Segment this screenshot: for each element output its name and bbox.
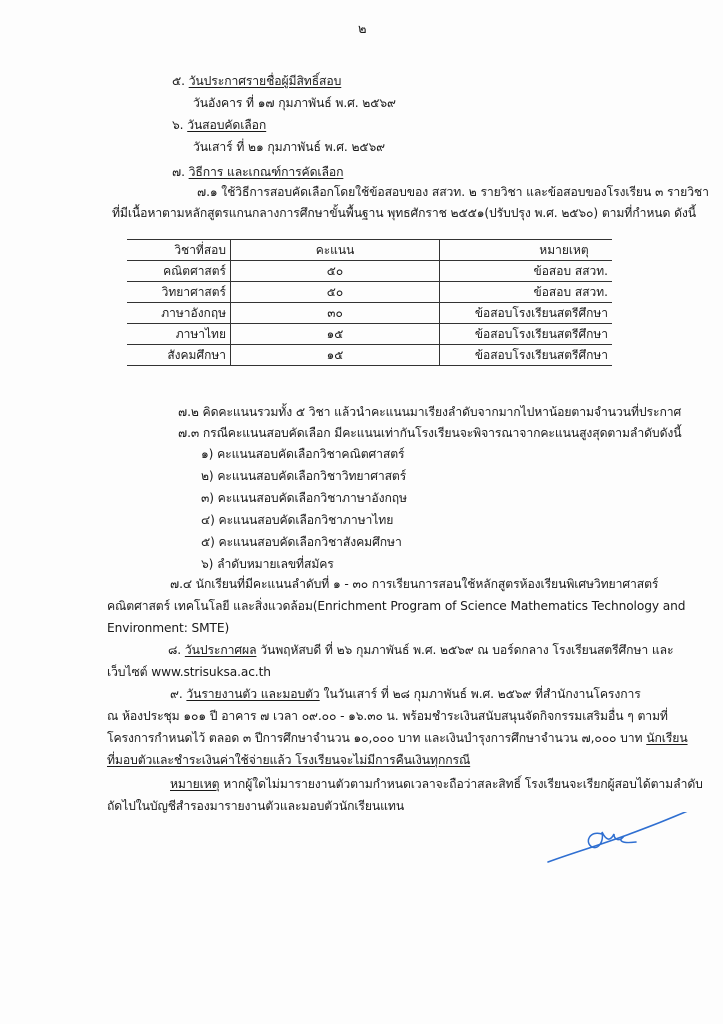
section-9-title: วันรายงานตัว และมอบตัว (186, 687, 320, 701)
section-7-4-line-1: ๗.๔ นักเรียนที่มีคะแนนลำดับที่ ๑ - ๓๐ การเรียนการสอนใช้หลักสูตรห้องเรียนพิเศษวิทยาศาสตร์ (170, 577, 659, 591)
note-label: หมายเหตุ (170, 777, 220, 791)
tiebreak-item: ๑) คะแนนสอบคัดเลือกวิชาคณิตศาสตร์ (201, 447, 405, 461)
tiebreak-item: ๕) คะแนนสอบคัดเลือกวิชาสังคมศึกษา (201, 535, 402, 549)
note-line-1 (170, 776, 703, 792)
section-9-fees: โครงการกำหนดไว้ ตลอด ๓ ปีการศึกษาจำนวน ๑๐,๐๐๐ บาท และเงินบำรุงการศึกษาจำนวน ๗,๐๐๐ บาท (107, 731, 647, 745)
section-7-1-line-2: ที่มีเนื้อหาตามหลักสูตรแกนกลางการศึกษาขั้นพื้นฐาน พุทธศักราช ๒๕๕๑(ปรับปรุง พ.ศ. ๒๕๖๐) ตามที่กำหนด ดังนี้ (112, 206, 697, 220)
cell-subject: สังคมศึกษา (127, 345, 231, 366)
section-7-3: ๗.๓ กรณีคะแนนสอบคัดเลือก มีคะแนนเท่ากันโรงเรียนจะพิจารณาจากคะแนนสูงสุดตามลำดับดังนี้ (178, 426, 682, 440)
section-9-detail: ในวันเสาร์ ที่ ๒๘ กุมภาพันธ์ พ.ศ. ๒๕๖๙ ที่สำนักงานโครงการ (323, 687, 641, 701)
table-row (127, 303, 612, 324)
table-row (127, 282, 612, 303)
section-7-title: วิธีการ และเกณฑ์การคัดเลือก (188, 165, 344, 179)
section-9-line-2: ณ ห้องประชุม ๑๐๑ ปี อาคาร ๗ เวลา ๐๙.๐๐ - ๑๖.๓๐ น. พร้อมชำระเงินสนับสนุนจัดกิจกรรมเสริมอื่น ๆ ตามที่ (107, 709, 668, 723)
section-6-title: วันสอบคัดเลือก (187, 118, 267, 132)
cell-score: ๕๐ (231, 261, 440, 282)
section-8-line-1 (168, 642, 674, 658)
cell-remark: ข้อสอบ สสวท. (440, 282, 613, 303)
section-8-line-2: เว็บไซต์ www.strisuksa.ac.th (107, 665, 271, 679)
section-7-1-line-1: ๗.๑ ใช้วิธีการสอบคัดเลือกโดยใช้ข้อสอบของ สสวท. ๒ รายวิชา และข้อสอบของโรงเรียน ๓ รายวิชา (197, 185, 709, 199)
section-7-4-line-3: Environment: SMTE) (107, 621, 230, 635)
tiebreak-item: ๔) คะแนนสอบคัดเลือกวิชาภาษาไทย (201, 513, 394, 527)
signature (540, 812, 700, 872)
section-5-detail: วันอังคาร ที่ ๑๗ กุมภาพันธ์ พ.ศ. ๒๕๖๙ (193, 96, 396, 110)
section-6-number: ๖. (172, 118, 184, 132)
cell-remark: ข้อสอบ สสวท. (440, 261, 613, 282)
section-8-number: ๘. (168, 643, 182, 657)
cell-remark: ข้อสอบโรงเรียนสตรีศึกษา (440, 345, 613, 366)
header-remark: หมายเหตุ (440, 240, 613, 261)
cell-subject: ภาษาไทย (127, 324, 231, 345)
note-text: หากผู้ใดไม่มารายงานตัวตามกำหนดเวลาจะถือว่าสละสิทธิ์ โรงเรียนจะเรียกผู้สอบได้ตามลำดับ (219, 777, 703, 791)
cell-score: ๑๕ (231, 345, 440, 366)
tiebreak-item: ๒) คะแนนสอบคัดเลือกวิชาวิทยาศาสตร์ (201, 469, 407, 483)
note-line-2: ถัดไปในบัญชีสำรองมารายงานตัวและมอบตัวนักเรียนแทน (107, 799, 405, 813)
page-number: ๒ (358, 22, 367, 37)
cell-score: ๓๐ (231, 303, 440, 324)
header-score: คะแนน (231, 240, 440, 261)
section-9-number: ๙. (170, 687, 183, 701)
section-6-detail: วันเสาร์ ที่ ๒๑ กุมภาพันธ์ พ.ศ. ๒๕๖๙ (193, 140, 385, 154)
cell-subject: ภาษาอังกฤษ (127, 303, 231, 324)
section-9-no-refund-start: นักเรียน (646, 731, 688, 745)
exam-subjects-table (127, 239, 612, 366)
section-9-line-3 (107, 730, 688, 746)
section-7-2: ๗.๒ คิดคะแนนรวมทั้ง ๕ วิชา แล้วนำคะแนนมาเรียงลำดับจากมากไปหาน้อยตามจำนวนที่ประกาศ (178, 405, 682, 419)
section-9-line-1 (170, 686, 641, 702)
section-8-title: วันประกาศผล (184, 643, 257, 657)
table-header-row (127, 240, 612, 261)
section-6-heading (172, 117, 266, 133)
tiebreak-item: ๓) คะแนนสอบคัดเลือกวิชาภาษาอังกฤษ (201, 491, 407, 505)
table-row (127, 324, 612, 345)
header-subject: วิชาที่สอบ (127, 240, 231, 261)
section-5-number: ๕. (172, 74, 185, 88)
cell-remark: ข้อสอบโรงเรียนสตรีศึกษา (440, 324, 613, 345)
cell-subject: คณิตศาสตร์ (127, 261, 231, 282)
cell-score: ๕๐ (231, 282, 440, 303)
cell-score: ๑๕ (231, 324, 440, 345)
section-5-heading (172, 73, 341, 89)
tiebreak-item: ๖) ลำดับหมายเลขที่สมัคร (201, 557, 334, 571)
table-row (127, 261, 612, 282)
section-7-4-line-2: คณิตศาสตร์ เทคโนโลยี และสิ่งแวดล้อม(Enrichment Program of Science Mathematics Technology and (107, 599, 686, 613)
table-row (127, 345, 612, 366)
section-5-title: วันประกาศรายชื่อผู้มีสิทธิ์สอบ (188, 74, 342, 88)
signature-stroke (548, 812, 690, 862)
cell-subject: วิทยาศาสตร์ (127, 282, 231, 303)
section-9-no-refund: ที่มอบตัวและชำระเงินค่าใช้จ่ายแล้ว โรงเรียนจะไม่มีการคืนเงินทุกกรณี (107, 753, 471, 767)
section-7-heading (172, 164, 343, 180)
cell-remark: ข้อสอบโรงเรียนสตรีศึกษา (440, 303, 613, 324)
section-8-detail: วันพฤหัสบดี ที่ ๒๖ กุมภาพันธ์ พ.ศ. ๒๕๖๙ ณ บอร์ดกลาง โรงเรียนสตรีศึกษา และ (260, 643, 674, 657)
section-7-number: ๗. (172, 165, 185, 179)
